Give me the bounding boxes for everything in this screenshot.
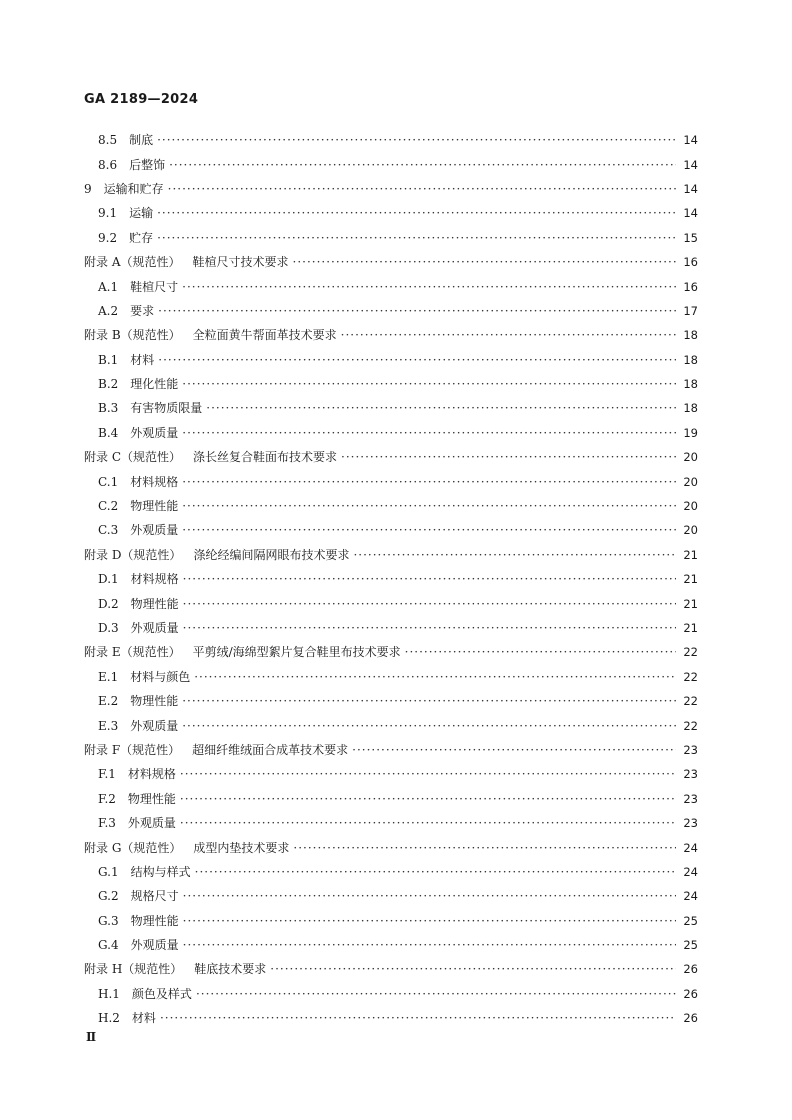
toc-entry-number: C.3 (98, 523, 119, 538)
toc-entry-page: 25 (683, 913, 698, 928)
toc-entry-number: B.4 (98, 425, 119, 440)
toc-leader-dots (169, 158, 676, 172)
toc-entry-number: G.4 (98, 938, 119, 953)
toc-entry-page: 23 (683, 791, 698, 806)
toc-entry-page: 26 (683, 962, 698, 977)
toc-entry[interactable] (84, 177, 698, 201)
toc-entry-page: 22 (683, 694, 698, 709)
toc-entry-number: 附录 B（规范性） (84, 328, 181, 343)
toc-entry-page: 23 (683, 742, 698, 757)
toc-leader-dots (157, 206, 676, 220)
toc-entry[interactable] (84, 128, 698, 152)
toc-entry-page: 22 (683, 669, 698, 684)
toc-entry[interactable] (84, 372, 698, 396)
toc-entry-number: 8.6 (98, 157, 118, 172)
toc-entry-number: A.2 (98, 303, 119, 318)
toc-entry-number: B.1 (98, 352, 119, 367)
toc-entry[interactable] (84, 396, 698, 420)
toc-entry-title: 外观质量 (130, 938, 179, 953)
toc-leader-dots (168, 182, 676, 196)
toc-entry[interactable] (84, 665, 698, 689)
toc-entry[interactable] (84, 860, 698, 884)
toc-entry-title: 物理性能 (130, 499, 179, 514)
toc-entry[interactable] (84, 689, 698, 713)
toc-entry-title: 规格尺寸 (130, 889, 179, 904)
toc-entry-number: 附录 G（规范性） (84, 840, 182, 855)
toc-entry[interactable] (84, 738, 698, 762)
toc-entry-title: 物理性能 (130, 913, 179, 928)
toc-leader-dots (183, 914, 676, 928)
table-of-contents (84, 128, 698, 1030)
toc-entry-number: E.1 (98, 669, 119, 684)
toc-entry-page: 24 (683, 840, 698, 855)
toc-entry[interactable] (84, 640, 698, 664)
toc-leader-dots (405, 645, 676, 659)
toc-entry[interactable] (84, 445, 698, 469)
toc-entry-page: 18 (683, 377, 698, 392)
toc-entry-page: 25 (683, 938, 698, 953)
toc-entry-title: 运输和贮存 (103, 181, 164, 196)
toc-entry[interactable] (84, 933, 698, 957)
toc-entry-title: 鞋楦尺寸技术要求 (192, 255, 289, 270)
toc-entry-title: 成型内垫技术要求 (193, 840, 290, 855)
toc-entry-number: F.2 (98, 791, 116, 806)
toc-entry-page: 14 (683, 206, 698, 221)
toc-leader-dots (194, 670, 676, 684)
toc-entry-page: 16 (683, 255, 698, 270)
toc-entry-page: 17 (683, 303, 698, 318)
toc-entry-title: 运输 (129, 206, 154, 221)
toc-entry-title: 外观质量 (130, 621, 179, 635)
toc-entry-number: 9.1 (98, 206, 118, 221)
toc-entry-title: 材料与颜色 (130, 669, 191, 684)
toc-entry-title: 超细纤维绒面合成革技术要求 (192, 742, 349, 757)
toc-entry-number: F.1 (98, 767, 116, 782)
toc-entry-page: 15 (683, 230, 698, 245)
toc-entry-number: G.2 (98, 889, 119, 904)
toc-leader-dots (160, 1011, 676, 1025)
toc-entry[interactable] (84, 299, 698, 323)
toc-entry[interactable] (84, 274, 698, 298)
toc-entry-title: 外观质量 (127, 816, 176, 831)
toc-entry-page: 20 (683, 474, 698, 489)
toc-entry-title: 外观质量 (130, 425, 179, 440)
toc-entry-title: 材料 (131, 1011, 156, 1026)
toc-entry-page: 18 (683, 352, 698, 367)
toc-entry[interactable] (84, 421, 698, 445)
toc-entry-page: 20 (683, 450, 698, 465)
toc-entry-page: 22 (683, 645, 698, 660)
toc-leader-dots (157, 133, 676, 147)
toc-entry[interactable] (84, 543, 698, 567)
toc-entry-page: 22 (683, 718, 698, 733)
toc-entry-page: 23 (683, 767, 698, 782)
toc-entry[interactable] (84, 226, 698, 250)
toc-entry-number: G.3 (98, 913, 119, 928)
toc-entry-number: C.1 (98, 474, 119, 489)
toc-entry-number: B.2 (98, 377, 119, 392)
toc-leader-dots (183, 597, 676, 611)
toc-entry-number: D.3 (98, 621, 119, 635)
toc-entry-number: D.1 (98, 572, 119, 587)
toc-entry-page: 20 (683, 499, 698, 514)
toc-leader-dots (293, 841, 676, 855)
document-number: GA 2189—2024 (84, 92, 199, 107)
toc-entry[interactable] (84, 957, 698, 981)
toc-entry-title: 物理性能 (130, 596, 179, 611)
toc-leader-dots (158, 353, 676, 367)
toc-entry-page: 23 (683, 816, 698, 831)
toc-entry-number: H.2 (98, 1011, 120, 1026)
toc-entry[interactable] (84, 567, 698, 591)
toc-entry-number: 附录 D（规范性） (84, 547, 182, 562)
toc-entry-title: 材料规格 (127, 767, 176, 782)
toc-entry[interactable] (84, 982, 698, 1006)
toc-entry-page: 24 (683, 889, 698, 904)
toc-entry-number: 附录 C（规范性） (84, 450, 181, 465)
toc-entry-page: 21 (683, 596, 698, 611)
toc-leader-dots (182, 280, 676, 294)
toc-entry-number: 附录 E（规范性） (84, 645, 181, 660)
toc-entry-title: 制底 (129, 133, 154, 148)
toc-leader-dots (182, 694, 676, 708)
toc-entry-number: A.1 (98, 279, 119, 294)
toc-entry[interactable] (84, 713, 698, 737)
toc-entry-page: 21 (683, 621, 698, 635)
toc-leader-dots (182, 426, 676, 440)
toc-leader-dots (183, 889, 676, 903)
toc-leader-dots (183, 621, 676, 635)
toc-entry-title: 物理性能 (127, 791, 176, 806)
toc-leader-dots (180, 816, 676, 830)
toc-entry-number: 8.5 (98, 133, 118, 148)
toc-entry-page: 18 (683, 328, 698, 343)
toc-entry-number: H.1 (98, 986, 120, 1001)
toc-entry-title: 外观质量 (130, 523, 179, 538)
toc-leader-dots (206, 401, 676, 415)
toc-entry-page: 24 (683, 864, 698, 879)
toc-entry[interactable] (84, 323, 698, 347)
toc-leader-dots (157, 231, 676, 245)
toc-leader-dots (341, 328, 676, 342)
toc-entry-title: 材料 (130, 352, 155, 367)
toc-entry[interactable] (84, 787, 698, 811)
toc-entry[interactable] (84, 591, 698, 615)
toc-entry-number: E.2 (98, 694, 119, 709)
toc-entry[interactable] (84, 835, 698, 859)
toc-entry-page: 18 (683, 401, 698, 416)
toc-entry-page: 14 (683, 157, 698, 172)
toc-leader-dots (182, 719, 676, 733)
toc-leader-dots (196, 987, 676, 1001)
toc-entry-number: 附录 F（规范性） (84, 742, 181, 757)
toc-entry[interactable] (84, 469, 698, 493)
toc-entry-title: 理化性能 (130, 377, 179, 392)
toc-entry[interactable] (84, 518, 698, 542)
toc-entry-title: 有害物质限量 (130, 401, 203, 416)
toc-entry-page: 14 (683, 181, 698, 196)
toc-leader-dots (183, 572, 676, 586)
toc-entry-page: 20 (683, 523, 698, 538)
toc-entry[interactable] (84, 250, 698, 274)
toc-entry-number: E.3 (98, 718, 119, 733)
toc-entry[interactable] (84, 811, 698, 835)
toc-entry-title: 平剪绒/海绵型絮片复合鞋里布技术要求 (192, 645, 401, 660)
toc-entry[interactable] (84, 616, 698, 640)
toc-entry-number: F.3 (98, 816, 116, 831)
toc-leader-dots (352, 743, 676, 757)
toc-entry-page: 21 (683, 572, 698, 587)
toc-entry-number: G.1 (98, 864, 119, 879)
toc-entry[interactable] (84, 884, 698, 908)
toc-leader-dots (182, 523, 676, 537)
toc-leader-dots (353, 548, 676, 562)
toc-entry-title: 材料规格 (130, 572, 179, 587)
toc-entry[interactable] (84, 201, 698, 225)
toc-entry[interactable] (84, 152, 698, 176)
toc-leader-dots (182, 377, 676, 391)
toc-entry[interactable] (84, 1006, 698, 1030)
toc-entry-title: 颜色及样式 (131, 986, 192, 1001)
toc-entry-title: 材料规格 (130, 474, 179, 489)
toc-entry-page: 16 (683, 279, 698, 294)
toc-entry[interactable] (84, 909, 698, 933)
toc-entry-page: 19 (683, 425, 698, 440)
toc-entry-number: 附录 A（规范性） (84, 255, 181, 270)
toc-entry-page: 21 (683, 547, 698, 562)
toc-entry-number: B.3 (98, 401, 119, 416)
toc-leader-dots (180, 767, 676, 781)
toc-entry[interactable] (84, 494, 698, 518)
toc-entry-title: 鞋楦尺寸 (130, 279, 179, 294)
toc-entry-number: C.2 (98, 499, 119, 514)
toc-entry[interactable] (84, 762, 698, 786)
toc-leader-dots (195, 865, 676, 879)
toc-leader-dots (341, 450, 676, 464)
page-number: Ⅱ (86, 1030, 97, 1044)
toc-entry-number: 9.2 (98, 230, 118, 245)
toc-entry-number: 附录 H（规范性） (84, 962, 183, 977)
toc-entry-number: D.2 (98, 596, 119, 611)
toc-leader-dots (183, 938, 676, 952)
toc-entry-title: 要求 (130, 303, 155, 318)
toc-entry-page: 26 (683, 1011, 698, 1026)
toc-leader-dots (293, 255, 677, 269)
toc-entry-page: 26 (683, 986, 698, 1001)
toc-entry-title: 全粒面黄牛帮面革技术要求 (192, 328, 337, 343)
toc-entry-title: 涤长丝复合鞋面布技术要求 (193, 450, 338, 465)
toc-leader-dots (182, 499, 676, 513)
toc-entry-title: 结构与样式 (130, 864, 191, 879)
toc-entry-title: 物理性能 (130, 694, 179, 709)
toc-leader-dots (182, 475, 676, 489)
toc-entry[interactable] (84, 348, 698, 372)
toc-leader-dots (158, 304, 676, 318)
toc-entry-title: 鞋底技术要求 (194, 962, 267, 977)
toc-entry-title: 外观质量 (130, 718, 179, 733)
toc-leader-dots (180, 792, 676, 806)
toc-entry-title: 后整饰 (129, 157, 166, 172)
toc-entry-page: 14 (683, 133, 698, 148)
toc-entry-title: 贮存 (129, 230, 154, 245)
toc-leader-dots (270, 962, 676, 976)
toc-entry-number: 9 (84, 181, 92, 196)
toc-entry-title: 涤纶经编间隔网眼布技术要求 (193, 547, 350, 562)
